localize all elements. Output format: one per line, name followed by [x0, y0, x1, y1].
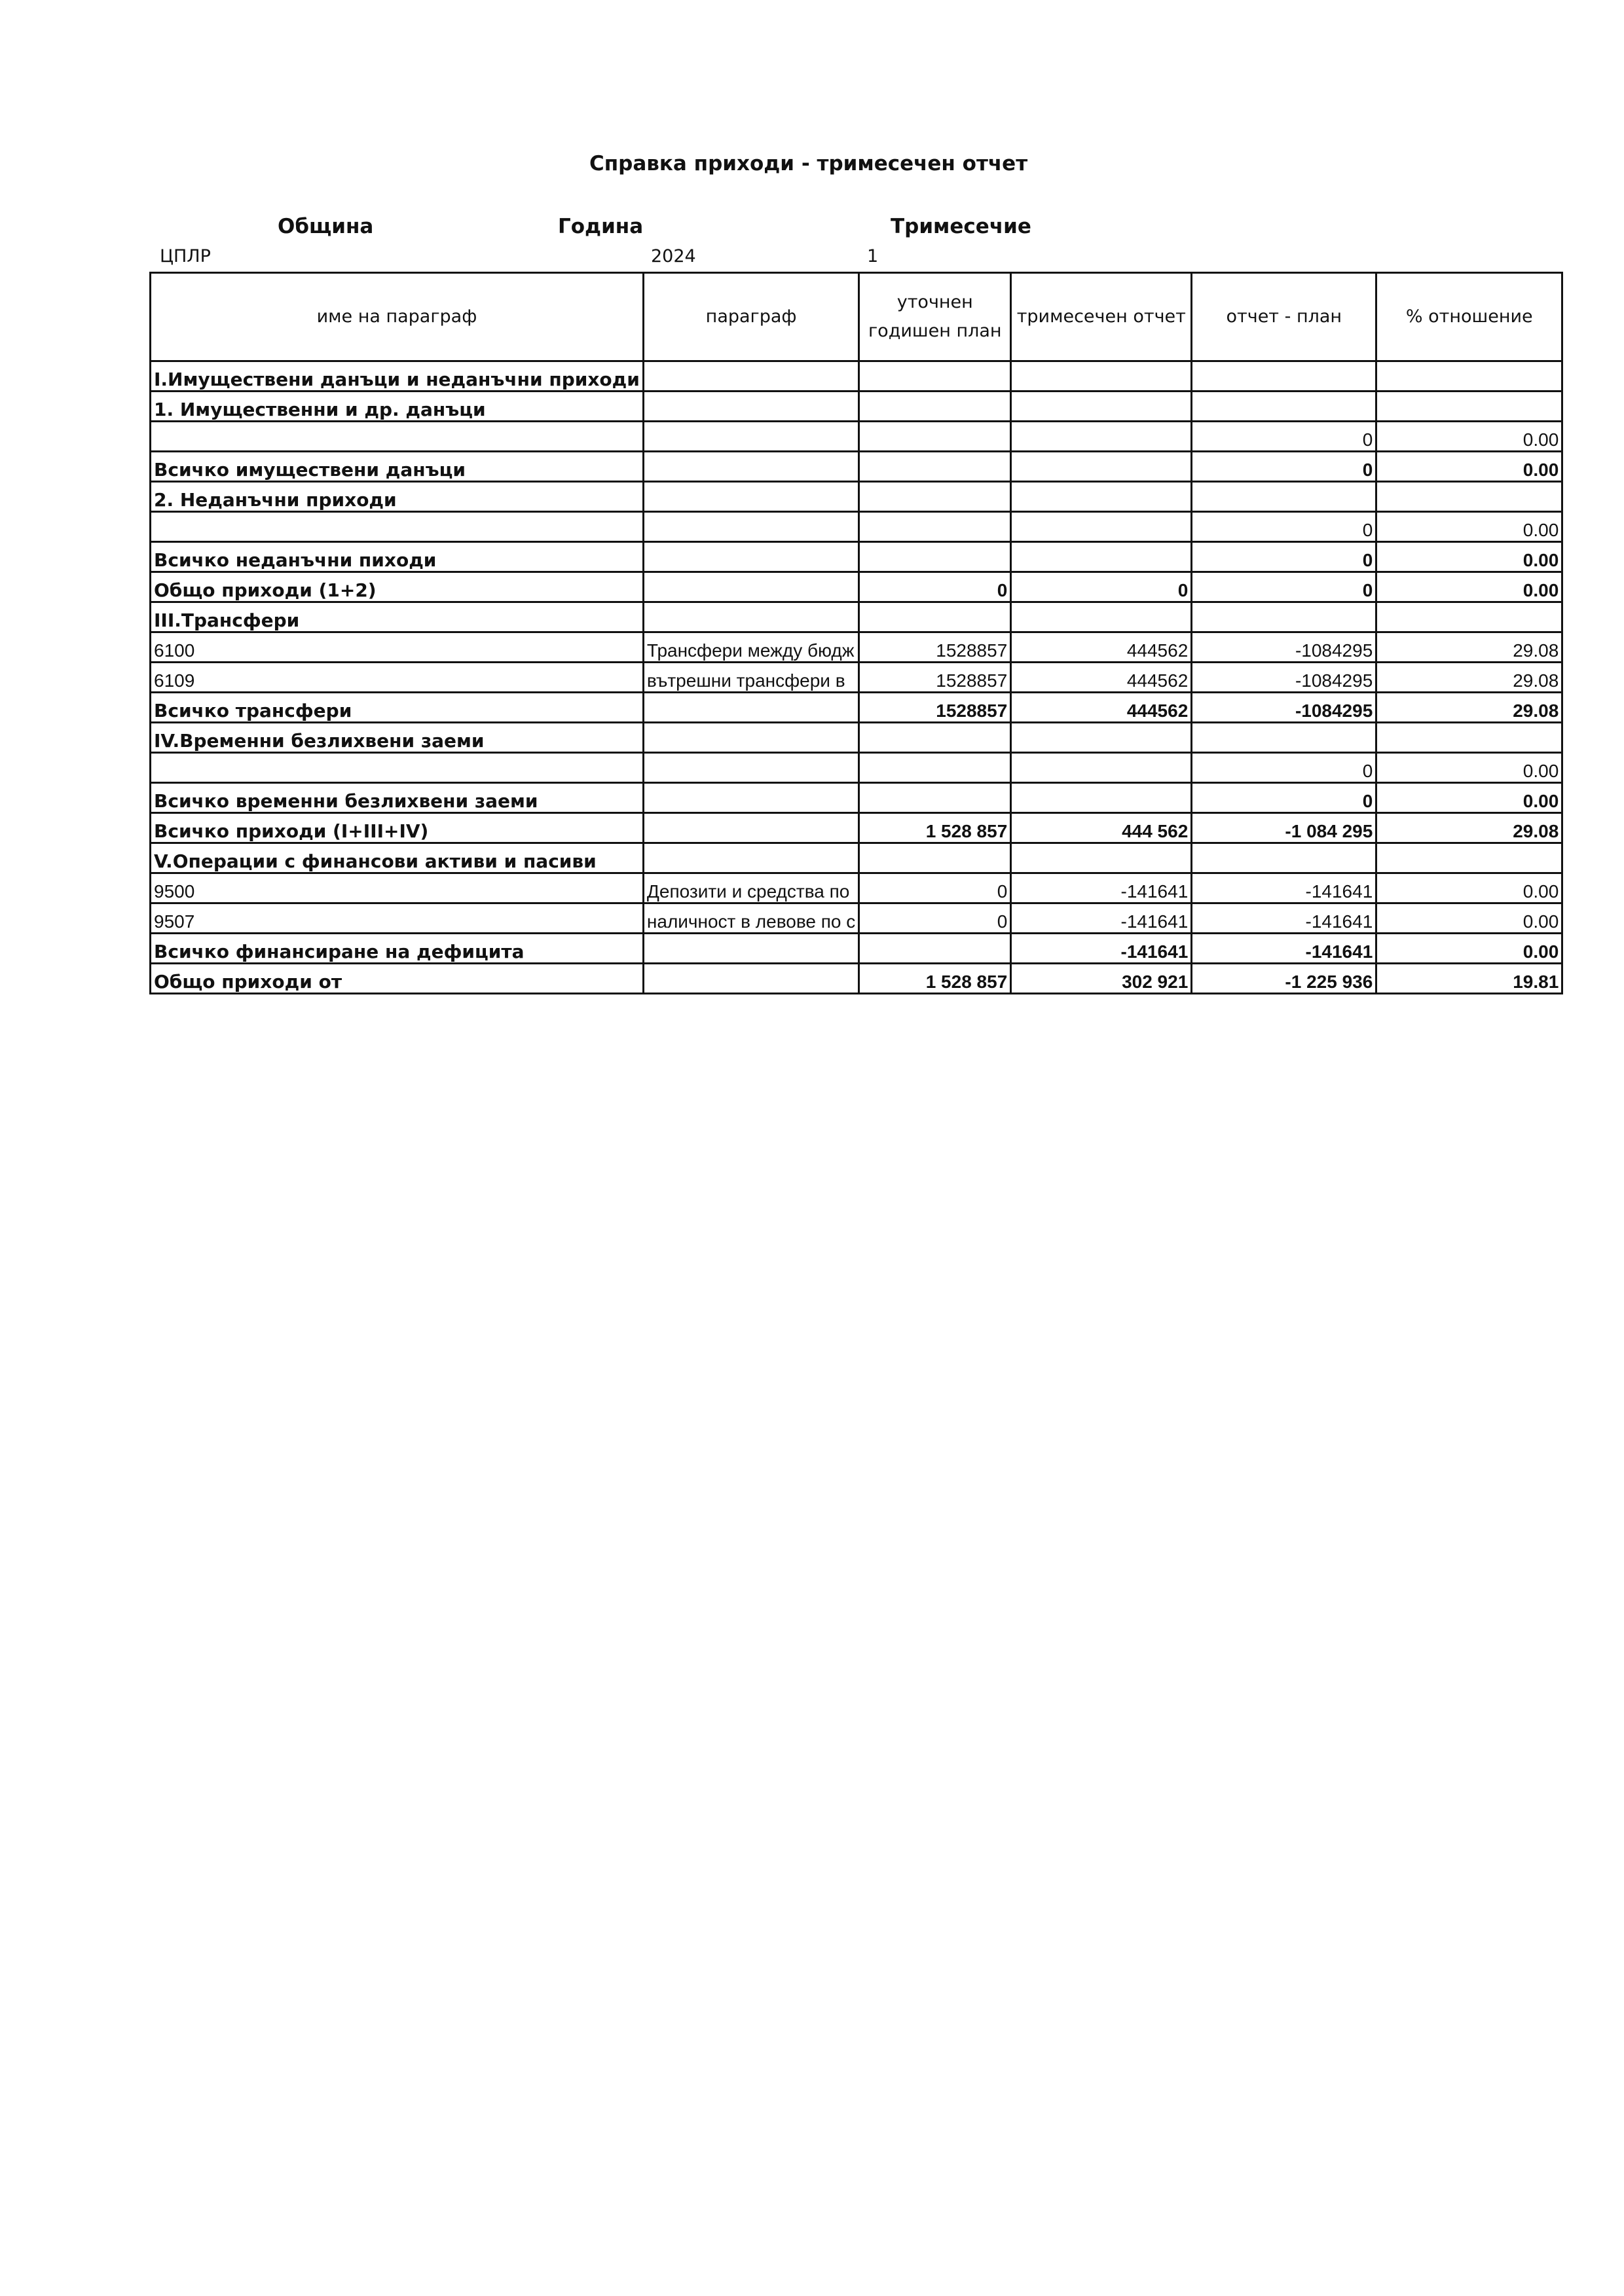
row-name-cell: Всичко временни безлихвени заеми [151, 783, 644, 813]
row-percent-cell [1376, 602, 1562, 632]
year-value: 2024 [651, 246, 696, 266]
table-row [151, 723, 1562, 753]
row-paragraph-cell [643, 542, 858, 572]
row-diff-cell [1192, 723, 1376, 753]
row-diff-cell: 0 [1192, 542, 1376, 572]
table-row [151, 903, 1562, 934]
row-plan-cell: 1528857 [859, 632, 1011, 663]
row-plan-cell: 0 [859, 572, 1011, 602]
row-percent-cell: 0.00 [1376, 934, 1562, 964]
row-report-cell [1011, 542, 1192, 572]
row-report-cell [1011, 452, 1192, 482]
row-paragraph-cell: наличност в левове по с [643, 903, 858, 934]
row-name-cell: I.Имуществени данъци и неданъчни приходи [151, 361, 644, 392]
col-header-paragraph: параграф [643, 273, 858, 361]
row-percent-cell: 0.00 [1376, 452, 1562, 482]
table-row [151, 422, 1562, 452]
row-percent-cell: 29.08 [1376, 693, 1562, 723]
table-row [151, 753, 1562, 783]
row-plan-cell [859, 361, 1011, 392]
row-paragraph-cell [643, 452, 858, 482]
row-plan-cell [859, 392, 1011, 422]
row-plan-cell [859, 783, 1011, 813]
row-plan-cell [859, 723, 1011, 753]
quarter-label: Тримесечие [891, 215, 1031, 238]
row-diff-cell: 0 [1192, 572, 1376, 602]
row-plan-cell: 0 [859, 903, 1011, 934]
row-paragraph-cell: вътрешни трансфери в [643, 663, 858, 693]
row-report-cell: 444 562 [1011, 813, 1192, 843]
row-percent-cell [1376, 482, 1562, 512]
row-report-cell: 444562 [1011, 693, 1192, 723]
table-row [151, 934, 1562, 964]
row-report-cell [1011, 512, 1192, 542]
row-diff-cell: 0 [1192, 512, 1376, 542]
row-plan-cell: 1 528 857 [859, 964, 1011, 994]
row-plan-cell: 1528857 [859, 693, 1011, 723]
table-row [151, 482, 1562, 512]
row-plan-cell [859, 452, 1011, 482]
row-report-cell [1011, 361, 1192, 392]
row-report-cell [1011, 843, 1192, 873]
row-diff-cell [1192, 482, 1376, 512]
row-name-cell: 9500 [151, 873, 644, 903]
row-diff-cell [1192, 392, 1376, 422]
table-row [151, 843, 1562, 873]
row-diff-cell: 0 [1192, 452, 1376, 482]
row-diff-cell: -1084295 [1192, 693, 1376, 723]
table-row [151, 602, 1562, 632]
row-diff-cell: -141641 [1192, 934, 1376, 964]
row-report-cell [1011, 723, 1192, 753]
row-report-cell: -141641 [1011, 873, 1192, 903]
row-paragraph-cell [643, 693, 858, 723]
row-report-cell [1011, 602, 1192, 632]
row-name-cell: 6109 [151, 663, 644, 693]
row-plan-cell: 1528857 [859, 663, 1011, 693]
table-row [151, 392, 1562, 422]
row-name-cell: 6100 [151, 632, 644, 663]
row-report-cell [1011, 392, 1192, 422]
table-row [151, 783, 1562, 813]
table-row [151, 542, 1562, 572]
row-paragraph-cell: Депозити и средства по [643, 873, 858, 903]
row-diff-cell [1192, 843, 1376, 873]
row-percent-cell [1376, 361, 1562, 392]
row-name-cell: 1. Имущественни и др. данъци [151, 392, 644, 422]
col-header-percent: % отношение [1376, 273, 1562, 361]
row-name-cell: Всичко приходи (I+III+IV) [151, 813, 644, 843]
row-name-cell: 2. Неданъчни приходи [151, 482, 644, 512]
row-paragraph-cell [643, 392, 858, 422]
row-diff-cell: -1084295 [1192, 663, 1376, 693]
row-paragraph-cell [643, 602, 858, 632]
row-paragraph-cell [643, 783, 858, 813]
row-name-cell: Всичко трансфери [151, 693, 644, 723]
row-percent-cell: 0.00 [1376, 512, 1562, 542]
table-row [151, 452, 1562, 482]
table-row [151, 663, 1562, 693]
row-percent-cell: 0.00 [1376, 422, 1562, 452]
row-paragraph-cell [643, 753, 858, 783]
col-header-plan: уточнен годишен план [859, 273, 1011, 361]
row-report-cell: 302 921 [1011, 964, 1192, 994]
row-paragraph-cell [643, 934, 858, 964]
col-header-diff: отчет - план [1192, 273, 1376, 361]
row-percent-cell: 19.81 [1376, 964, 1562, 994]
row-paragraph-cell [643, 723, 858, 753]
row-name-cell: Всичко неданъчни пиходи [151, 542, 644, 572]
row-name-cell: Общо приходи от [151, 964, 644, 994]
row-report-cell: 0 [1011, 572, 1192, 602]
page-title: Справка приходи - тримесечен отчет [589, 152, 1028, 175]
row-diff-cell: 0 [1192, 753, 1376, 783]
table-row [151, 813, 1562, 843]
table-row [151, 632, 1562, 663]
row-plan-cell [859, 934, 1011, 964]
row-diff-cell: -1084295 [1192, 632, 1376, 663]
row-name-cell [151, 753, 644, 783]
row-report-cell [1011, 753, 1192, 783]
col-header-report: тримесечен отчет [1011, 273, 1192, 361]
row-diff-cell: 0 [1192, 783, 1376, 813]
table-row [151, 512, 1562, 542]
row-percent-cell: 29.08 [1376, 663, 1562, 693]
row-percent-cell: 0.00 [1376, 753, 1562, 783]
row-paragraph-cell [643, 512, 858, 542]
row-paragraph-cell [643, 572, 858, 602]
table-row [151, 361, 1562, 392]
row-name-cell: Всичко имуществени данъци [151, 452, 644, 482]
row-name-cell: III.Трансфери [151, 602, 644, 632]
row-diff-cell: -141641 [1192, 873, 1376, 903]
column-header-row [151, 273, 1562, 361]
revenue-report-table [149, 272, 1563, 994]
col-header-name: име на параграф [151, 273, 644, 361]
row-percent-cell [1376, 843, 1562, 873]
row-percent-cell: 0.00 [1376, 903, 1562, 934]
row-paragraph-cell [643, 482, 858, 512]
row-plan-cell: 0 [859, 873, 1011, 903]
row-plan-cell: 1 528 857 [859, 813, 1011, 843]
row-diff-cell: -1 225 936 [1192, 964, 1376, 994]
row-percent-cell: 0.00 [1376, 873, 1562, 903]
row-name-cell: Общо приходи (1+2) [151, 572, 644, 602]
row-percent-cell [1376, 392, 1562, 422]
municipality-value: ЦПЛР [160, 246, 211, 266]
row-diff-cell [1192, 361, 1376, 392]
row-name-cell: IV.Временни безлихвени заеми [151, 723, 644, 753]
row-plan-cell [859, 422, 1011, 452]
row-plan-cell [859, 602, 1011, 632]
municipality-label: Община [278, 215, 374, 238]
table-row [151, 693, 1562, 723]
row-report-cell [1011, 422, 1192, 452]
row-paragraph-cell [643, 361, 858, 392]
row-paragraph-cell: Трансфери между бюдж [643, 632, 858, 663]
row-report-cell [1011, 482, 1192, 512]
row-paragraph-cell [643, 813, 858, 843]
row-percent-cell: 29.08 [1376, 813, 1562, 843]
row-diff-cell: -1 084 295 [1192, 813, 1376, 843]
row-percent-cell: 0.00 [1376, 783, 1562, 813]
row-name-cell [151, 422, 644, 452]
row-name-cell: V.Операции с финансови активи и пасиви [151, 843, 644, 873]
year-label: Година [558, 215, 644, 238]
row-percent-cell: 0.00 [1376, 542, 1562, 572]
row-paragraph-cell [643, 964, 858, 994]
row-report-cell: 444562 [1011, 663, 1192, 693]
row-diff-cell [1192, 602, 1376, 632]
row-paragraph-cell [643, 843, 858, 873]
quarter-value: 1 [867, 246, 879, 266]
row-report-cell: -141641 [1011, 903, 1192, 934]
row-percent-cell [1376, 723, 1562, 753]
table-row [151, 873, 1562, 903]
row-plan-cell [859, 512, 1011, 542]
table-row [151, 964, 1562, 994]
row-diff-cell: -141641 [1192, 903, 1376, 934]
row-report-cell [1011, 783, 1192, 813]
table-row [151, 572, 1562, 602]
row-name-cell [151, 512, 644, 542]
row-percent-cell: 29.08 [1376, 632, 1562, 663]
row-plan-cell [859, 843, 1011, 873]
row-name-cell: Всичко финансиране на дефицита [151, 934, 644, 964]
row-plan-cell [859, 482, 1011, 512]
row-paragraph-cell [643, 422, 858, 452]
row-plan-cell [859, 753, 1011, 783]
row-name-cell: 9507 [151, 903, 644, 934]
row-report-cell: 444562 [1011, 632, 1192, 663]
row-report-cell: -141641 [1011, 934, 1192, 964]
row-percent-cell: 0.00 [1376, 572, 1562, 602]
row-diff-cell: 0 [1192, 422, 1376, 452]
row-plan-cell [859, 542, 1011, 572]
